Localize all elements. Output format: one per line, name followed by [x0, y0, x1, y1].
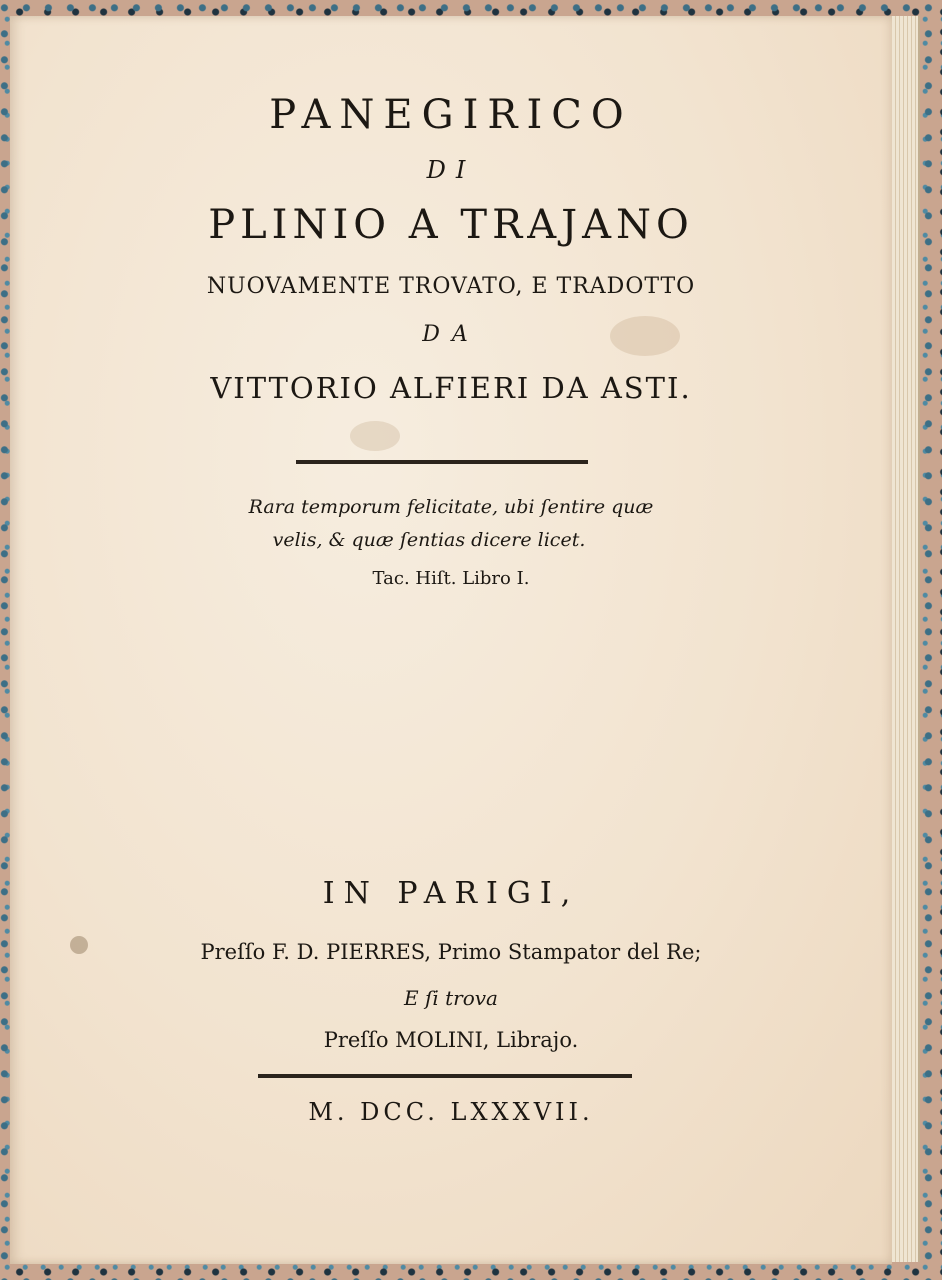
- imprint-also: E ſi trova: [404, 986, 498, 1010]
- divider-rule: [296, 460, 588, 464]
- imprint-bookseller: Preſſo MOLINI, Librajo.: [323, 1028, 579, 1052]
- epigraph-source: Tac. Hiſt. Libro I.: [372, 568, 530, 589]
- epigraph-line-1: Rara temporum felicitate, ubi ſentire quæ: [248, 496, 654, 518]
- imprint-year: M. DCC. LXXXVII.: [308, 1098, 594, 1126]
- divider-rule: [258, 1074, 632, 1078]
- title-line-1: PANEGIRICO: [269, 92, 633, 138]
- imprint-city: IN PARIGI,: [322, 876, 580, 911]
- by-label: DA: [422, 322, 480, 347]
- title-page: [10, 16, 892, 1264]
- foxing-spot: [350, 421, 400, 451]
- title-line-2: PLINIO A TRAJANO: [208, 202, 694, 248]
- title-di: DI: [426, 156, 476, 184]
- author: VITTORIO ALFIERI DA ASTI.: [210, 371, 692, 405]
- epigraph-line-2: velis, & quæ ſentias dicere licet.: [272, 529, 586, 551]
- subtitle: NUOVAMENTE TROVATO, E TRADOTTO: [206, 274, 696, 299]
- imprint-printer: Preſſo F. D. PIERRES, Primo Stampator del Re;: [200, 940, 702, 964]
